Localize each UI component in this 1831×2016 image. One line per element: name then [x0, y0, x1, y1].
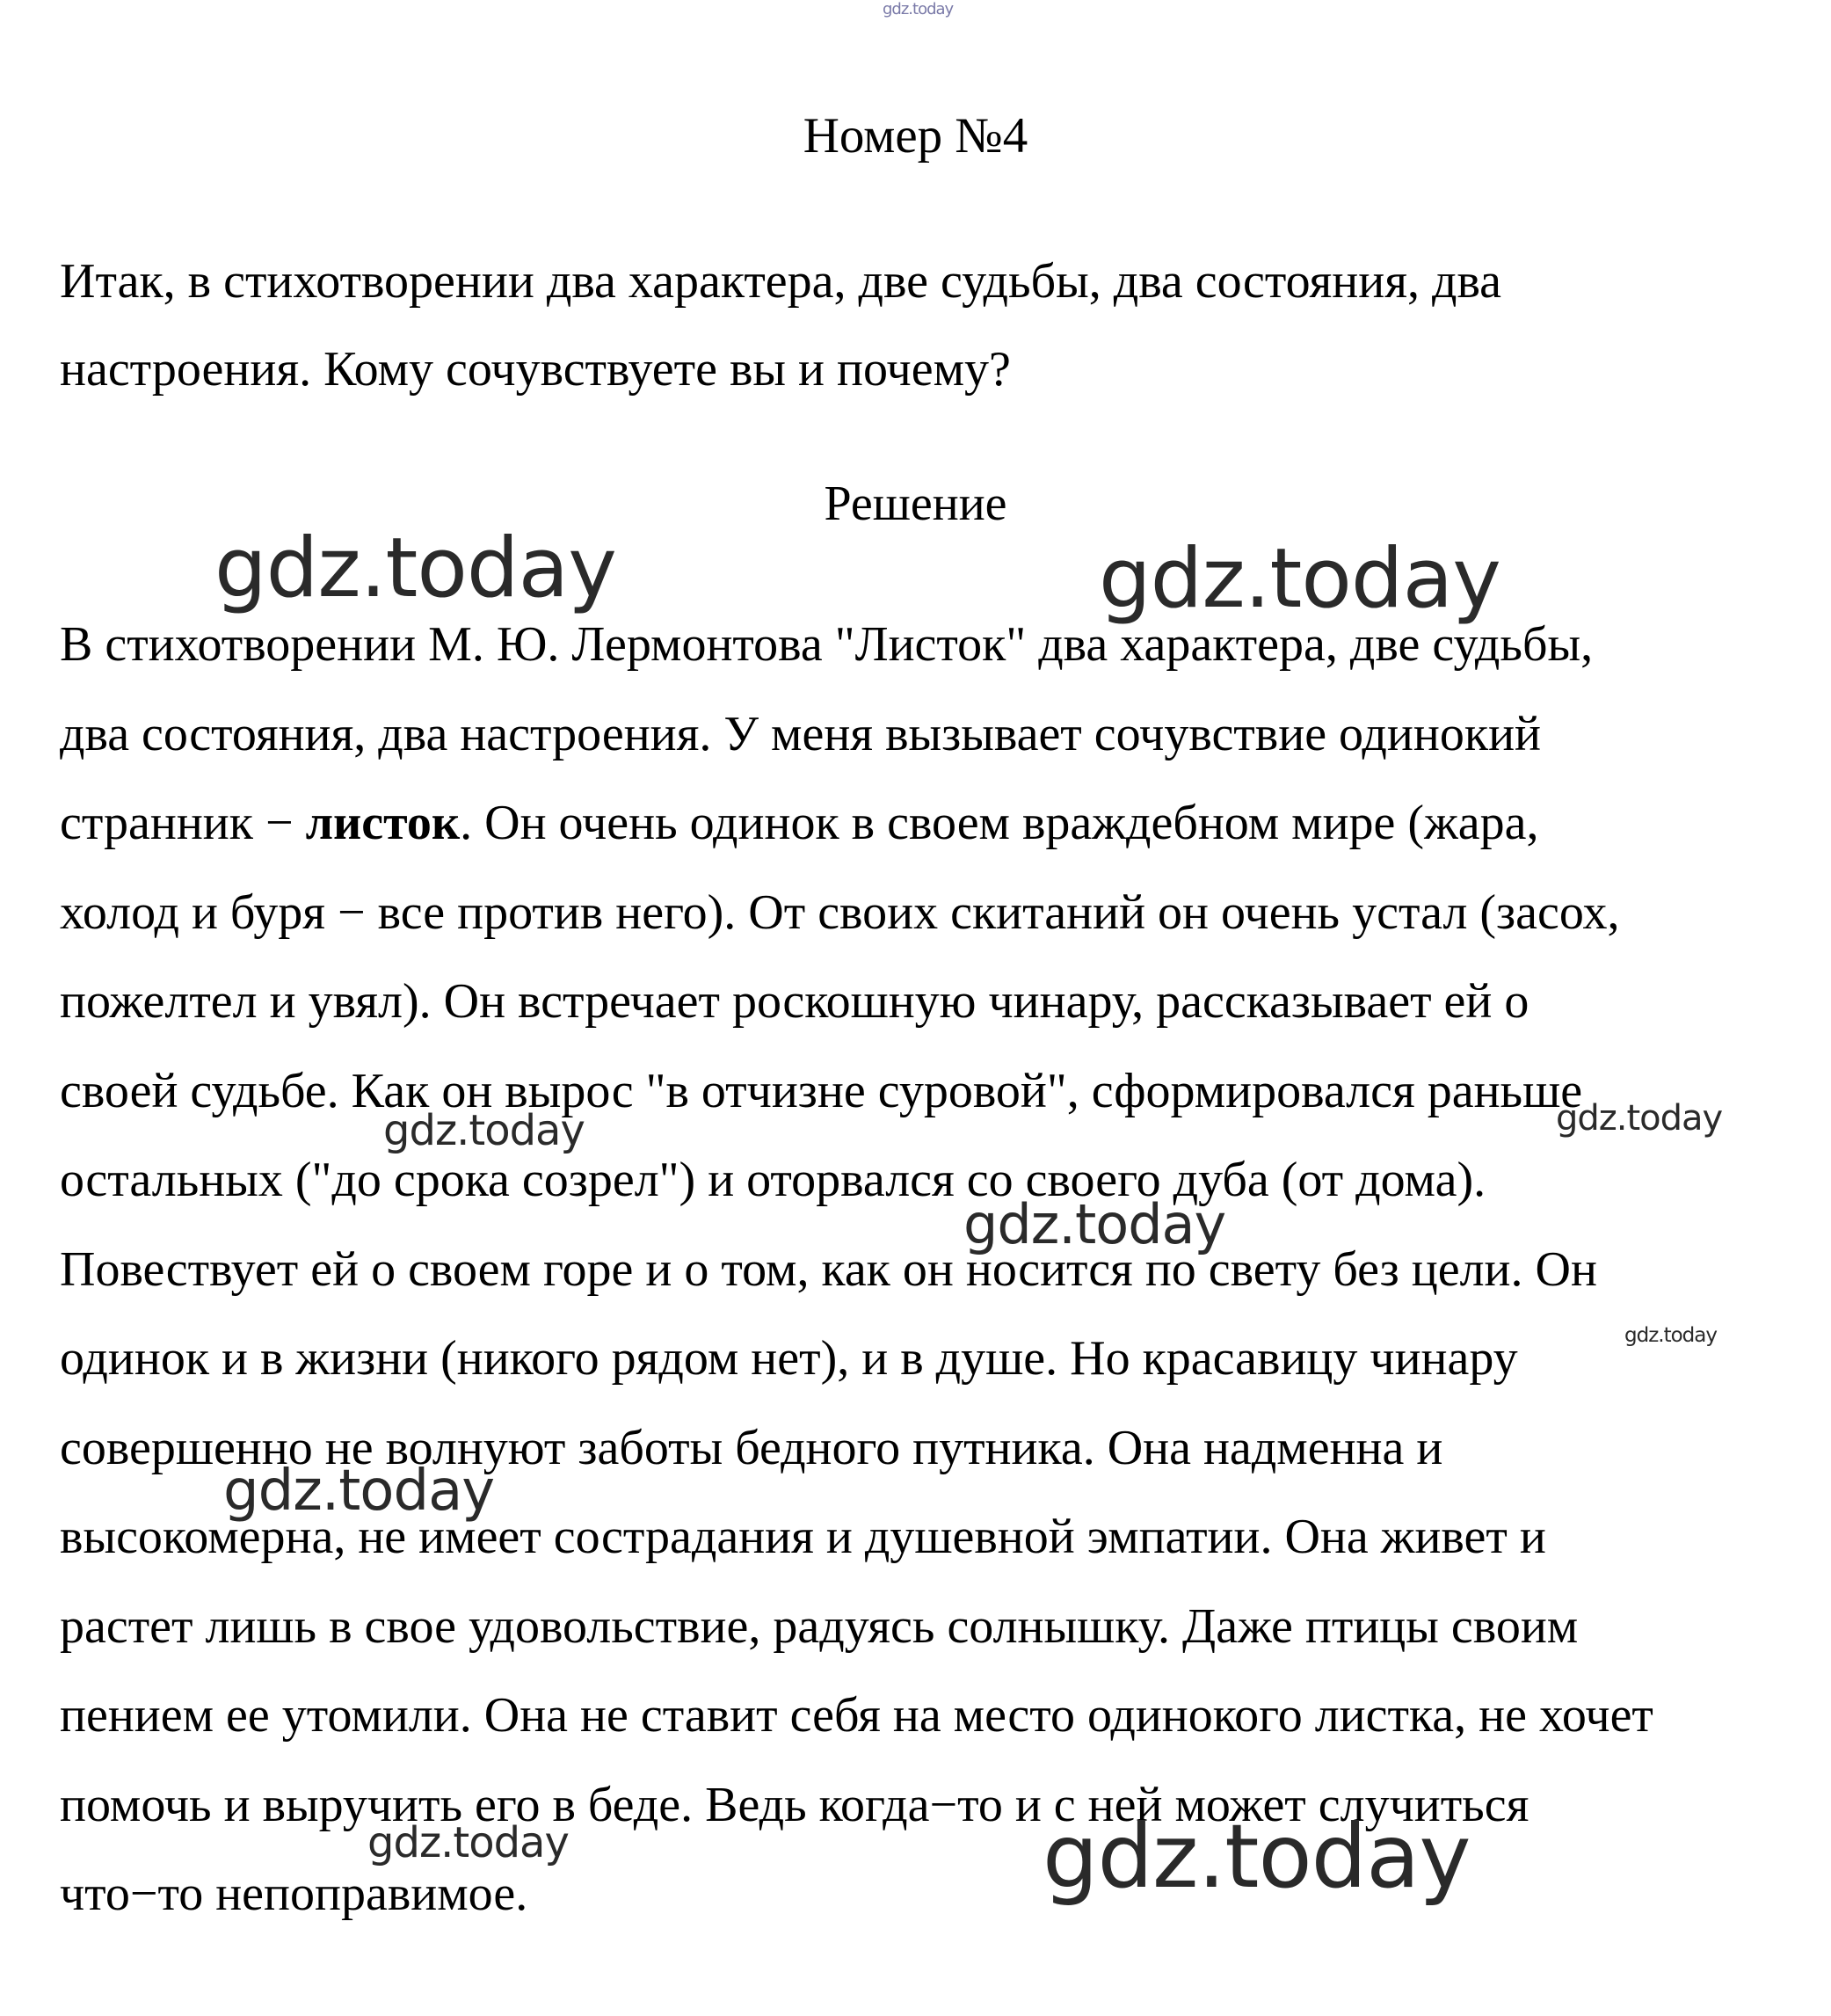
question-text: [60, 237, 1783, 413]
watermark: gdz.today: [1556, 1098, 1723, 1139]
page-title: Номер №4: [803, 108, 1028, 164]
solution-line: растет лишь в свое удовольствие, радуясь солнышку. Даже птицы своим: [60, 1598, 1579, 1654]
solution-line: два состояния, два настроения. У меня вызывает сочувствие одинокий: [60, 706, 1542, 761]
watermark: gdz.today: [1043, 1805, 1471, 1908]
watermark-top: gdz.today: [883, 0, 954, 18]
solution-line: что−то непоправимое.: [60, 1867, 528, 1921]
solution-line: В стихотворении М. Ю. Лермонтова "Листок" два характера, две судьбы,: [60, 617, 1594, 672]
watermark: gdz.today: [223, 1459, 495, 1524]
solution-line: высокомерна, не имеет сострадания и душевной эмпатии. Она живет и: [60, 1510, 1546, 1564]
question-line: настроения. Кому сочувствуете вы и почему?: [60, 342, 1011, 397]
watermark: gdz.today: [383, 1106, 585, 1155]
watermark: gdz.today: [963, 1192, 1226, 1256]
watermark: gdz.today: [214, 520, 616, 616]
solution-line: пожелтел и увял). Он встречает роскошную чинару, рассказывает ей о: [60, 974, 1529, 1029]
solution-line: пением ее утомили. Она не ставит себя на место одинокого листка, не хочет: [60, 1688, 1653, 1743]
solution-line-part: странник −: [60, 796, 306, 850]
watermark: gdz.today: [1624, 1324, 1717, 1347]
solution-heading: Решение: [824, 477, 1007, 531]
bold-term: листок: [305, 796, 461, 850]
watermark: gdz.today: [1099, 531, 1500, 627]
solution-line: помочь и выручить его в беде. Ведь когда−то и с ней может случиться: [60, 1777, 1529, 1832]
watermark: gdz.today: [367, 1818, 569, 1867]
solution-line: холод и буря − все против него). От своих скитаний он очень устал (засох,: [60, 884, 1620, 940]
solution-line: совершенно не волнуют заботы бедного путника. Она надменна и: [60, 1420, 1443, 1475]
solution-line: остальных ("до срока созрел") и оторвался со своего дуба (от дома).: [60, 1153, 1486, 1207]
solution-text: [60, 600, 1800, 1940]
solution-line: одинок и в жизни (никого рядом нет), и в душе. Но красавицу чинару: [60, 1331, 1518, 1386]
solution-line: своей судьбе. Как он вырос "в отчизне суровой", сформировался раньше: [60, 1063, 1583, 1118]
question-line: Итак, в стихотворении два характера, две судьбы, два состояния, два: [60, 254, 1502, 309]
solution-line: [60, 779, 1800, 869]
solution-line-part: . Он очень одинок в своем враждебном мире (жара,: [460, 796, 1539, 850]
solution-line: Повествует ей о своем горе и о том, как он носится по свету без цели. Он: [60, 1241, 1597, 1297]
